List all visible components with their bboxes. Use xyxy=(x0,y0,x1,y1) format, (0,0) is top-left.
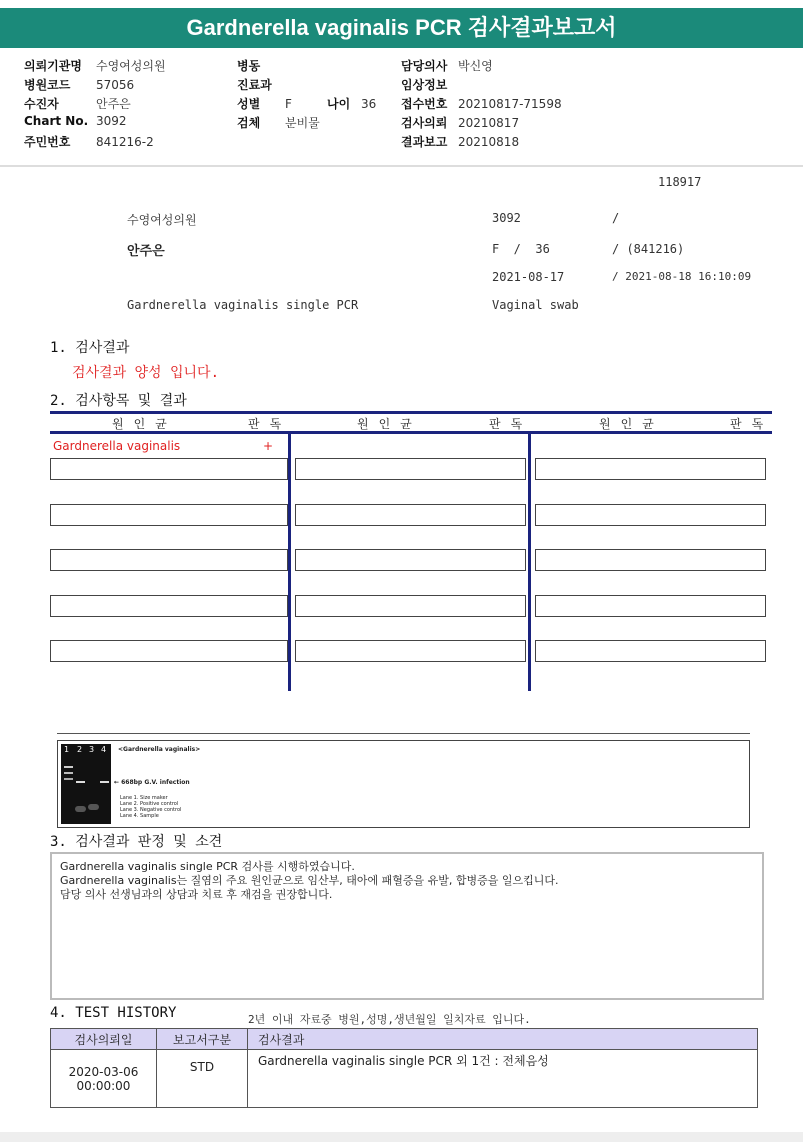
report-date-label: 결과보고 xyxy=(401,135,448,149)
report-date-value: 20210818 xyxy=(458,135,520,149)
age-label: 나이 xyxy=(327,97,351,111)
gel-legend-line: Lane 4. Sample xyxy=(120,813,159,819)
results-divider-1 xyxy=(288,431,291,691)
col1-organism-header: 원인균 xyxy=(112,417,177,431)
gel-legend-line: Lane 1. Size maker xyxy=(120,795,168,801)
gel-legend-line: Lane 2. Positive control xyxy=(120,801,179,807)
info-date-report: / 2021-08-18 16:10:09 xyxy=(612,270,752,283)
opinion-box xyxy=(50,852,764,1000)
info-date-request: 2021-08-17 xyxy=(492,270,565,284)
info-slash: / xyxy=(612,211,620,225)
gel-lane-label: 1 xyxy=(64,745,70,754)
gel-legend-line: Lane 3. Negative control xyxy=(120,807,182,813)
table-row xyxy=(51,1050,758,1108)
result-cell xyxy=(295,504,526,526)
gel-band xyxy=(100,781,109,783)
resident-no-value: 841216-2 xyxy=(96,135,154,149)
report-title: Gardnerella vaginalis PCR 검사결과보고서 xyxy=(0,8,803,48)
info-patient: 안주은 xyxy=(127,244,165,259)
col3-organism-header: 원인균 xyxy=(599,417,664,431)
result-cell xyxy=(535,595,766,617)
sex-label: 성별 xyxy=(237,97,261,111)
request-date-label: 검사의뢰 xyxy=(401,116,448,130)
first-item-result: + xyxy=(263,439,274,453)
receipt-no-label: 접수번호 xyxy=(401,97,448,111)
result-cell xyxy=(295,549,526,571)
doctor-label: 담당의사 xyxy=(401,59,448,73)
age-value: 36 xyxy=(361,97,377,111)
first-item-name: Gardnerella vaginalis xyxy=(53,439,181,453)
result-cell xyxy=(535,504,766,526)
history-date-cell xyxy=(51,1050,157,1108)
chart-no-label: Chart No. xyxy=(24,114,89,128)
specimen-label: 검체 xyxy=(237,116,261,130)
history-header-result: 검사결과 xyxy=(248,1029,758,1050)
department-label: 진료과 xyxy=(237,78,272,92)
info-specimen: Vaginal swab xyxy=(492,298,579,312)
header-col1 xyxy=(24,57,224,152)
result-cell xyxy=(295,640,526,662)
info-clinic: 수영여성의원 xyxy=(127,213,197,227)
col2-organism-header: 원인균 xyxy=(357,417,422,431)
clinic-label: 의뢰기관명 xyxy=(24,59,82,73)
result-cell xyxy=(295,595,526,617)
col2-judge-header: 판독 xyxy=(489,417,533,431)
result-cell xyxy=(535,458,766,480)
request-date-value: 20210817 xyxy=(458,116,520,130)
gel-arrow-label: ← 668bp G.V. infection xyxy=(114,779,190,786)
ward-label: 병동 xyxy=(237,59,261,73)
opinion-line: Gardnerella vaginalis는 질염의 주요 원인균으로 임산부, 태아에 패혈증을 유발, 합병증을 일으킵니다. xyxy=(60,874,559,887)
result-cell xyxy=(50,458,288,480)
info-test-name: Gardnerella vaginalis single PCR xyxy=(127,298,359,312)
chart-no-value: 3092 xyxy=(96,114,127,128)
header-divider xyxy=(0,165,803,167)
gel-band xyxy=(88,804,99,810)
info-birth: / (841216) xyxy=(612,242,685,256)
results-divider-2 xyxy=(528,431,531,691)
patient-label: 수진자 xyxy=(24,97,59,111)
result-cell xyxy=(50,504,288,526)
gel-top-rule xyxy=(57,733,750,734)
info-chart: 3092 xyxy=(492,211,521,225)
result-cell xyxy=(295,458,526,480)
results-top-rule xyxy=(50,411,772,414)
gel-image xyxy=(61,744,111,824)
history-date: 2020-03-06 xyxy=(68,1064,139,1079)
opinion-line: Gardnerella vaginalis single PCR 검사를 시행하였습니다. xyxy=(60,860,355,873)
info-sex-age: F / 36 xyxy=(492,242,550,256)
gel-lane-label: 4 xyxy=(101,745,107,754)
result-cell xyxy=(535,640,766,662)
clinical-info-label: 임상정보 xyxy=(401,78,448,92)
sex-value: F xyxy=(285,97,292,111)
gel-lane-label: 3 xyxy=(89,745,95,754)
patient-value: 안주은 xyxy=(96,97,131,111)
section4-title: 4. TEST HISTORY xyxy=(50,1005,177,1021)
section2-title: 2. 검사항목 및 결과 xyxy=(50,393,187,409)
result-cell xyxy=(50,640,288,662)
gel-lane-label: 2 xyxy=(77,745,83,754)
hospital-code-label: 병원코드 xyxy=(24,78,71,92)
gel-band xyxy=(64,772,73,774)
resident-no-label: 주민번호 xyxy=(24,135,71,149)
receipt-no-value: 20210817-71598 xyxy=(458,97,562,111)
gel-figure xyxy=(57,740,750,828)
header-col3 xyxy=(401,57,701,152)
opinion-line: 담당 의사 선생님과의 상담과 치료 후 재검을 권장합니다. xyxy=(60,888,333,901)
footer-bar xyxy=(0,1132,803,1142)
result-cell xyxy=(50,595,288,617)
report-number: 118917 xyxy=(658,175,702,189)
specimen-value: 분비물 xyxy=(285,116,320,130)
gel-band xyxy=(75,806,86,812)
col3-judge-header: 판독 xyxy=(730,417,774,431)
gel-band xyxy=(64,766,73,768)
col1-judge-header: 판독 xyxy=(248,417,292,431)
doctor-value: 박신영 xyxy=(458,59,493,73)
result-cell xyxy=(50,549,288,571)
hospital-code-value: 57056 xyxy=(96,78,135,92)
gel-caption: <Gardnerella vaginalis> xyxy=(118,746,201,753)
history-note: 2년 이내 자료중 병원,성명,생년월일 일치자료 입니다. xyxy=(248,1013,531,1026)
history-type: STD xyxy=(157,1050,248,1108)
history-header-type: 보고서구분 xyxy=(157,1029,248,1050)
section3-title: 3. 검사결과 판정 및 소견 xyxy=(50,834,223,850)
clinic-value: 수영여성의원 xyxy=(96,59,166,73)
result-cell xyxy=(535,549,766,571)
history-table xyxy=(50,1028,758,1108)
history-header-date: 검사의뢰일 xyxy=(51,1029,157,1050)
history-result: Gardnerella vaginalis single PCR 외 1건 : 전체음성 xyxy=(248,1050,758,1108)
section1-result: 검사결과 양성 입니다. xyxy=(72,365,220,381)
history-time: 00:00:00 xyxy=(76,1078,131,1093)
gel-band xyxy=(64,778,73,780)
section1-title: 1. 검사결과 xyxy=(50,340,130,356)
gel-band xyxy=(76,781,85,783)
header-col2 xyxy=(237,57,397,133)
